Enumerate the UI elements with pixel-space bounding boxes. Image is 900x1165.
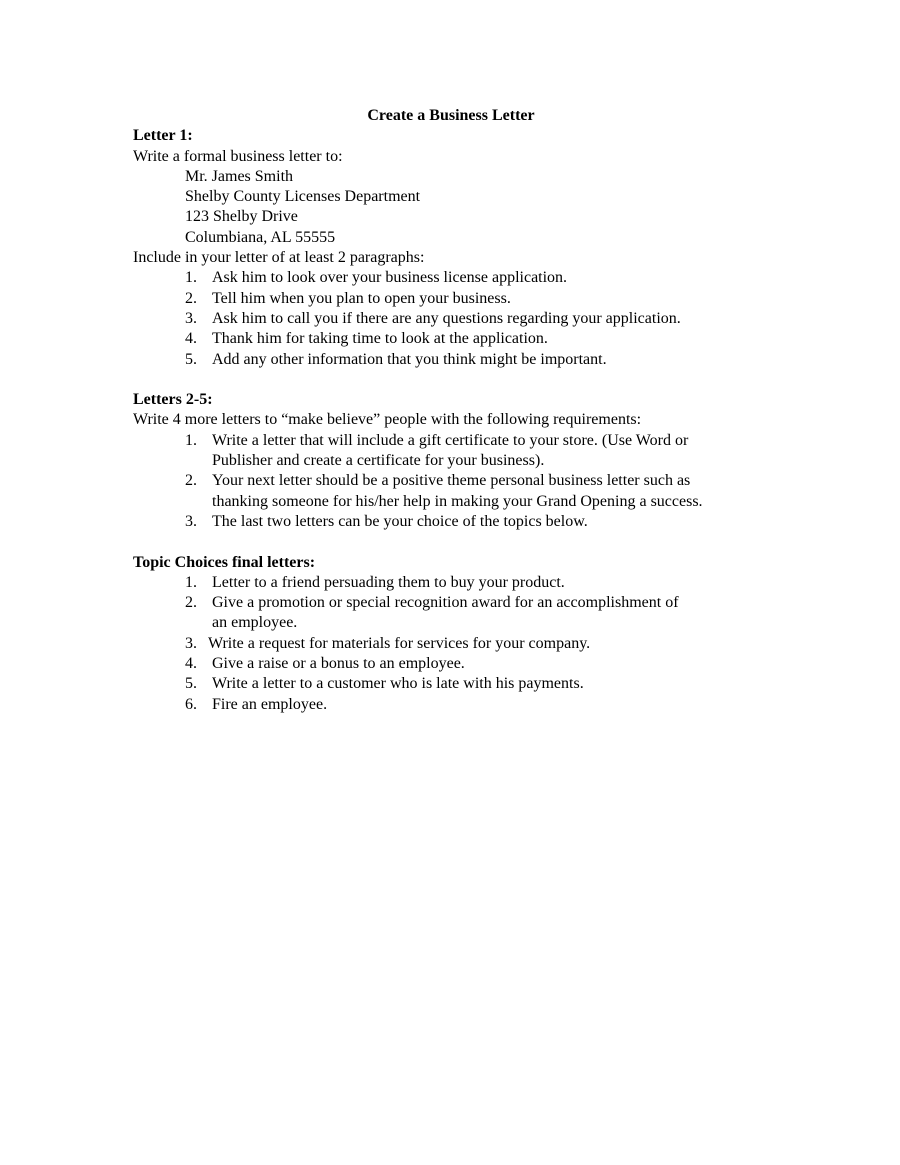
letter-1-instruction: Include in your letter of at least 2 paragraphs:	[133, 249, 425, 267]
list-item	[133, 654, 773, 674]
address-line: Shelby County Licenses Department	[185, 188, 421, 206]
list-item	[133, 593, 773, 634]
list-item-text: Tell him when you plan to open your business.	[212, 289, 511, 307]
list-item-number: 5.	[185, 350, 197, 368]
blank-line	[133, 370, 773, 390]
letters-2-5-intro: Write 4 more letters to “make believe” people with the following requirements:	[133, 411, 642, 429]
list-item-text: Ask him to call you if there are any questions regarding your application.	[212, 309, 681, 327]
list-item	[133, 471, 773, 512]
section-heading-letter-1: Letter 1:	[133, 127, 193, 145]
list-item-number: 2.	[185, 289, 197, 307]
page-title: Create a Business Letter	[367, 107, 535, 124]
letters-2-5-requirements-list	[133, 431, 773, 532]
list-item-number: 1.	[185, 573, 197, 591]
list-item-number: 4.	[185, 655, 197, 673]
list-item-text: Your next letter should be a positive theme personal business letter such as	[212, 472, 691, 490]
list-item	[133, 289, 773, 309]
list-item-text: Give a raise or a bonus to an employee.	[212, 655, 465, 673]
list-item	[133, 512, 773, 532]
list-item	[133, 268, 773, 288]
list-item	[133, 573, 773, 593]
list-item-text: Give a promotion or special recognition award for an accomplishment of	[212, 594, 679, 612]
list-item	[133, 350, 773, 370]
list-item	[133, 674, 773, 694]
address-line: 123 Shelby Drive	[185, 208, 298, 226]
document-body	[133, 106, 773, 715]
list-item-number: 6.	[185, 695, 197, 713]
list-item	[133, 634, 773, 654]
list-item-text: Letter to a friend persuading them to buy your product.	[212, 573, 565, 591]
list-item-text: Write a request for materials for services for your company.	[208, 634, 591, 652]
list-item-number: 4.	[185, 330, 197, 348]
topic-choices-list	[133, 573, 773, 715]
list-item-text-continued: Publisher and create a certificate for your business).	[212, 452, 545, 470]
section-heading-letters-2-5: Letters 2-5:	[133, 391, 213, 409]
list-item-number: 3.	[185, 309, 197, 327]
address-line: Mr. James Smith	[185, 167, 294, 185]
list-item-text: Fire an employee.	[212, 695, 328, 713]
list-item-number: 2.	[185, 472, 197, 490]
list-item-number: 1.	[185, 431, 197, 449]
list-item-text: Ask him to look over your business license application.	[212, 269, 568, 287]
letter-1-intro: Write a formal business letter to:	[133, 147, 343, 165]
letter-1-requirements-list	[133, 268, 773, 369]
list-item-number: 3.	[185, 512, 197, 530]
recipient-address	[133, 167, 773, 248]
list-item-text: The last two letters can be your choice of the topics below.	[212, 512, 588, 530]
list-item	[133, 309, 773, 329]
list-item-number: 2.	[185, 594, 197, 612]
list-item-text: Write a letter that will include a gift certificate to your store. (Use Word or	[212, 431, 689, 449]
list-item-text: Add any other information that you think might be important.	[212, 350, 607, 368]
section-heading-topic-choices: Topic Choices final letters:	[133, 553, 316, 571]
list-item	[133, 431, 773, 472]
list-item	[133, 695, 773, 715]
list-item-text-continued: thanking someone for his/her help in making your Grand Opening a success.	[212, 492, 703, 510]
blank-line	[133, 532, 773, 552]
list-item-number: 3.	[185, 634, 197, 652]
list-item	[133, 329, 773, 349]
list-item-number: 1.	[185, 269, 197, 287]
address-line: Columbiana, AL 55555	[185, 228, 336, 246]
list-item-text: Thank him for taking time to look at the application.	[212, 330, 548, 348]
list-item-text-continued: an employee.	[212, 614, 298, 632]
list-item-text: Write a letter to a customer who is late with his payments.	[212, 675, 584, 693]
list-item-number: 5.	[185, 675, 197, 693]
